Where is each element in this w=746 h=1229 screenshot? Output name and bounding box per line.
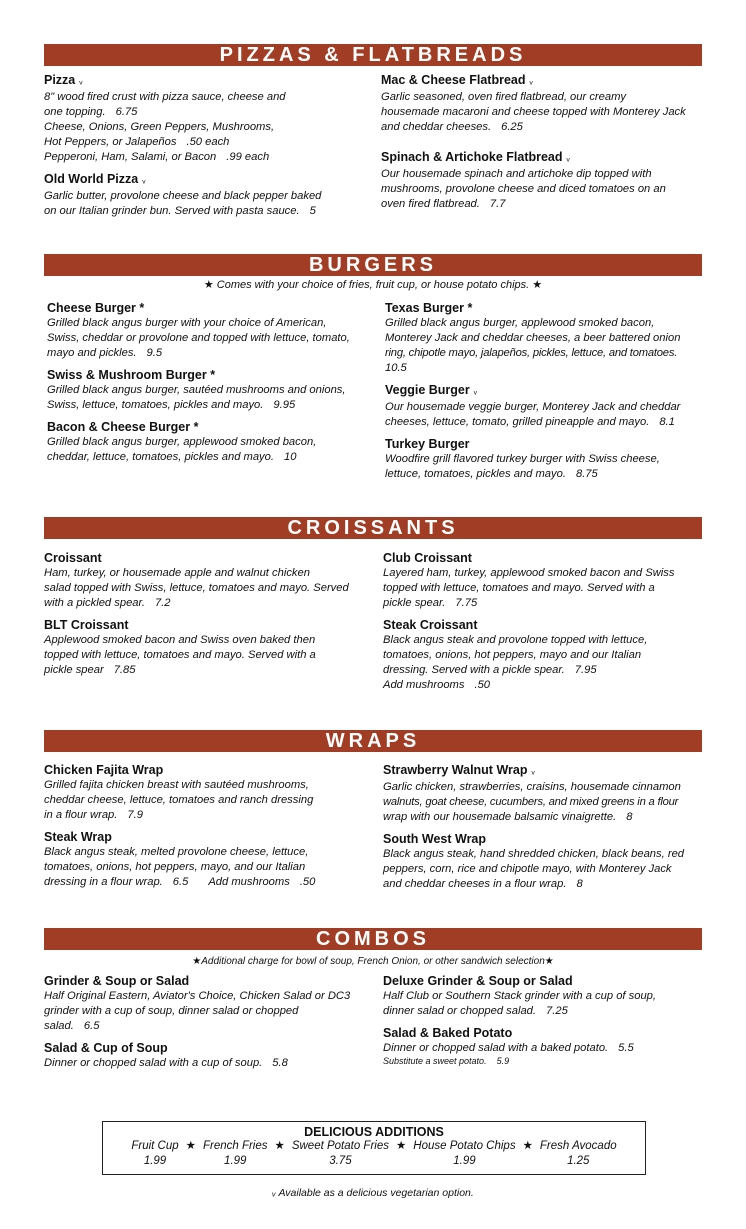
item-desc-line: Substitute a sweet potato. <box>383 1056 487 1066</box>
item-desc-line: topped with lettuce, tomatoes and mayo. Served with a <box>383 582 655 594</box>
vegetarian-icon: ᵥ <box>529 76 533 87</box>
item-desc-line: Grilled black angus burger, sautéed mushrooms and onions, <box>47 384 346 396</box>
item-name: BLT Croissant <box>44 618 129 632</box>
item-name: Chicken Fajita Wrap <box>44 763 164 777</box>
croissants-left-column <box>44 550 374 684</box>
section-title-pizzas: PIZZAS & FLATBREADS <box>44 44 702 66</box>
addition-fruit-cup <box>126 1139 183 1169</box>
item-desc-line: housemade macaroni and cheese topped with Monterey Jack <box>381 106 686 118</box>
item-price: 8.1 <box>659 416 675 428</box>
item-desc-line: Dinner or chopped salad with a baked potato. <box>383 1042 609 1054</box>
menu-item-salad-baked-potato <box>383 1025 703 1067</box>
menu-item-cheese-burger <box>47 300 377 361</box>
addition-price: 3.75 <box>329 1155 352 1167</box>
item-desc-line: Swiss, lettuce, tomatoes, pickles and mayo. <box>47 399 264 411</box>
item-desc-line: Our housemade spinach and artichoke dip topped with <box>381 168 652 180</box>
menu-item-steak-croissant <box>383 617 703 693</box>
menu-item-salad-cup-of-soup <box>44 1040 374 1071</box>
addition-name: Fresh Avocado <box>539 1140 617 1152</box>
menu-item-club-croissant <box>383 550 703 611</box>
item-desc-line: one topping. <box>44 106 106 118</box>
star-icon: ★ <box>185 1140 196 1152</box>
item-price: 10.5 <box>385 362 407 374</box>
item-desc-line: tomatoes, onions, hot peppers, mayo and our Italian <box>383 649 642 661</box>
item-price: 6.5 <box>172 876 189 888</box>
menu-item-deluxe-grinder-soup-salad <box>383 973 703 1019</box>
section-title-burgers: BURGERS <box>44 254 702 276</box>
item-name: Salad & Baked Potato <box>383 1026 513 1040</box>
item-name: Steak Croissant <box>383 618 478 632</box>
item-desc-line: mushrooms, provolone cheese and diced tomatoes on an <box>381 183 666 195</box>
item-price: 8 <box>626 811 633 823</box>
menu-item-texas-burger <box>385 300 703 376</box>
item-name: South West Wrap <box>383 832 487 846</box>
item-desc-line: tomatoes, onions, hot peppers, mayo, and our Italian <box>44 861 306 873</box>
combos-note: ★Additional charge for bowl of soup, French Onion, or other sandwich selection★ <box>192 956 554 967</box>
item-price: 7.25 <box>546 1005 568 1017</box>
item-desc-line: Half Original Eastern, Aviator's Choice, Chicken Salad or DC3 <box>44 990 351 1002</box>
additions-box <box>102 1121 646 1175</box>
menu-item-old-world-pizza <box>44 171 364 219</box>
item-desc-line: Cheese, Onions, Green Peppers, Mushrooms, <box>44 121 275 133</box>
burgers-note: ★ Comes with your choice of fries, fruit cup, or house potato chips. ★ <box>203 279 543 291</box>
item-desc-line: topped with lettuce, tomatoes and mayo. Served with a <box>44 649 316 661</box>
item-desc-line: Hot Peppers, or Jalapeños <box>44 136 177 148</box>
item-price: .50 <box>474 679 491 691</box>
item-desc-line: Woodfire grill flavored turkey burger with Swiss cheese, <box>385 453 660 465</box>
menu-item-chicken-fajita-wrap <box>44 762 374 823</box>
item-desc-line: Swiss, cheddar or provolone and topped with lettuce, tomato, <box>47 332 350 344</box>
menu-item-swiss-mushroom-burger <box>47 367 377 413</box>
item-desc-line: walnuts, goat cheese, cucumbers, and mixed greens in a flour <box>383 796 679 808</box>
menu-item-spinach-artichoke-flatbread <box>381 149 701 212</box>
item-desc-line: and cheddar cheeses. <box>381 121 492 133</box>
wraps-left-column <box>44 762 374 896</box>
addition-name: French Fries <box>202 1140 268 1152</box>
item-name: Spinach & Artichoke Flatbread <box>381 150 563 164</box>
addition-price: 1.99 <box>224 1155 247 1167</box>
item-desc-line: dressing. Served with a pickle spear. <box>383 664 565 676</box>
item-name: Texas Burger * <box>385 301 473 315</box>
item-desc-line: Black angus steak, melted provolone cheese, lettuce, <box>44 846 309 858</box>
item-desc-line: Ham, turkey, or housemade apple and walnut chicken <box>44 567 310 579</box>
item-price: .99 each <box>226 151 270 163</box>
star-icon: ★ <box>522 1140 533 1152</box>
star-icon: ★ <box>274 1140 285 1152</box>
menu-item-croissant <box>44 550 374 611</box>
item-desc-line: wrap with our housemade balsamic vinaigrette. <box>383 811 617 823</box>
item-desc-line: with a pickled spear. <box>44 597 145 609</box>
item-price: 7.95 <box>574 664 597 676</box>
item-desc-line: Grilled black angus burger with your choice of American, <box>47 317 327 329</box>
item-desc-line: Monterey Jack and cheddar cheeses, a beer battered onion <box>385 332 681 344</box>
croissants-right-column <box>383 550 703 699</box>
item-price: 5 <box>309 205 316 217</box>
item-desc-line: Dinner or chopped salad with a cup of soup. <box>44 1057 263 1069</box>
menu-item-blt-croissant <box>44 617 374 678</box>
item-name: Grinder & Soup or Salad <box>44 974 190 988</box>
addition-price: 1.99 <box>453 1155 476 1167</box>
vegetarian-icon: ᵥ <box>531 766 535 777</box>
addition-sweet-potato-fries <box>287 1139 394 1169</box>
combos-right-column <box>383 973 703 1073</box>
vegetarian-footnote: ᵥ Available as a delicious vegetarian option. <box>272 1187 474 1199</box>
item-name: Mac & Cheese Flatbread <box>381 73 526 87</box>
burgers-right-column <box>385 300 703 488</box>
addition-fresh-avocado <box>535 1139 622 1169</box>
item-name: Pizza <box>44 73 76 87</box>
item-price: 9.5 <box>146 347 163 359</box>
item-desc-line: pickle spear. <box>383 597 446 609</box>
item-desc-line: Garlic butter, provolone cheese and black pepper baked <box>44 190 322 202</box>
section-title-combos: COMBOS <box>44 928 702 950</box>
item-price: 7.75 <box>455 597 478 609</box>
item-price: 8.75 <box>575 468 598 480</box>
item-desc-line: mayo and pickles. <box>47 347 137 359</box>
item-desc-line: Applewood smoked bacon and Swiss oven baked then <box>44 634 316 646</box>
menu-item-strawberry-walnut-wrap <box>383 762 703 825</box>
item-desc-line: Pepperoni, Ham, Salami, or Bacon <box>44 151 217 163</box>
menu-item-veggie-burger <box>385 382 703 430</box>
item-price: 6.5 <box>83 1020 100 1032</box>
item-desc-line: cheeses, lettuce, tomato, grilled pineapple and mayo. <box>385 416 650 428</box>
item-name: Deluxe Grinder & Soup or Salad <box>383 974 573 988</box>
addition-price: 1.25 <box>567 1155 590 1167</box>
item-name: Veggie Burger <box>385 383 470 397</box>
item-desc-line: lettuce, tomatoes, pickles and mayo. <box>385 468 566 480</box>
item-desc-line: peppers, corn, rice and chipotle mayo, with Monterey Jack <box>383 863 672 875</box>
item-price: 5.8 <box>272 1057 288 1069</box>
wraps-right-column <box>383 762 703 898</box>
item-name: Cheese Burger * <box>47 301 145 315</box>
item-desc-line: oven fired flatbread. <box>381 198 480 210</box>
item-price: 5.9 <box>496 1056 510 1066</box>
item-desc-line: Black angus steak, hand shredded chicken, black beans, red <box>383 848 685 860</box>
item-desc-line: Add mushrooms <box>208 876 290 888</box>
item-desc-line: 8" wood fired crust with pizza sauce, cheese and <box>44 91 286 103</box>
item-name: Strawberry Walnut Wrap <box>383 763 528 777</box>
item-name: Old World Pizza <box>44 172 139 186</box>
item-desc-line: Garlic seasoned, oven fired flatbread, our creamy <box>381 91 627 103</box>
addition-name: Fruit Cup <box>131 1140 179 1152</box>
item-price: 6.75 <box>115 106 138 118</box>
menu-item-grinder-soup-salad <box>44 973 374 1034</box>
section-title-wraps: WRAPS <box>44 730 702 752</box>
item-desc-line: salad topped with Swiss, lettuce, tomatoes and mayo. Served <box>44 582 349 594</box>
menu-item-turkey-burger <box>385 436 703 482</box>
item-desc-line: cheddar, lettuce, tomatoes, pickles and mayo. <box>47 451 274 463</box>
menu-item-steak-wrap <box>44 829 374 890</box>
item-price: 6.25 <box>501 121 523 133</box>
item-desc-line: dressing in a flour wrap. <box>44 876 163 888</box>
item-name: Croissant <box>44 551 102 565</box>
item-name: Steak Wrap <box>44 830 112 844</box>
item-desc-line: grinder with a cup of soup, dinner salad or chopped <box>44 1005 299 1017</box>
vegetarian-icon: ᵥ <box>473 386 477 397</box>
item-desc-line: Half Club or Southern Stack grinder with a cup of soup, <box>383 990 656 1002</box>
menu-item-bacon-cheese-burger <box>47 419 377 465</box>
item-desc-line: Add mushrooms <box>383 679 465 691</box>
item-desc-line: in a flour wrap. <box>44 809 118 821</box>
item-price: 7.2 <box>154 597 171 609</box>
item-price: .50 <box>299 876 316 888</box>
item-name: Club Croissant <box>383 551 472 565</box>
item-price: 9.95 <box>273 399 296 411</box>
item-desc-line: cheddar cheese, lettuce, tomatoes and ranch dressing <box>44 794 314 806</box>
item-price: 7.9 <box>127 809 143 821</box>
item-name: Salad & Cup of Soup <box>44 1041 168 1055</box>
addition-french-fries <box>198 1139 273 1169</box>
item-desc-line: pickle spear <box>44 664 104 676</box>
menu-item-mac-cheese-flatbread <box>381 72 701 135</box>
combos-left-column <box>44 973 374 1077</box>
item-price: 7.85 <box>113 664 136 676</box>
menu-item-south-west-wrap <box>383 831 703 892</box>
item-desc-line: Layered ham, turkey, applewood smoked bacon and Swiss <box>383 567 675 579</box>
item-desc-line: Our housemade veggie burger, Monterey Jack and cheddar <box>385 401 681 413</box>
item-desc-line: Black angus steak and provolone topped with lettuce, <box>383 634 648 646</box>
addition-house-potato-chips <box>408 1139 520 1169</box>
item-desc-line: dinner salad or chopped salad. <box>383 1005 537 1017</box>
vegetarian-icon: ᵥ <box>566 153 570 164</box>
item-price: 10 <box>283 451 297 463</box>
vegetarian-icon: ᵥ <box>142 175 146 186</box>
item-desc-line: ring, chipotle mayo, jalapeños, pickles, lettuce, and tomatoes. <box>385 347 678 359</box>
item-price: 5.5 <box>618 1042 634 1054</box>
item-name: Turkey Burger <box>385 437 470 451</box>
pizzas-left-column <box>44 72 364 225</box>
pizzas-right-column <box>381 72 701 218</box>
item-name: Bacon & Cheese Burger * <box>47 420 199 434</box>
menu-item-pizza <box>44 72 364 165</box>
burgers-left-column <box>47 300 377 471</box>
item-desc-line: Grilled fajita chicken breast with sautéed mushrooms, <box>44 779 309 791</box>
section-title-croissants: CROISSANTS <box>44 517 702 539</box>
star-icon: ★ <box>395 1140 407 1152</box>
item-name: Swiss & Mushroom Burger * <box>47 368 216 382</box>
item-desc-line: on our Italian grinder bun. Served with pasta sauce. <box>44 205 300 217</box>
item-desc-line: Grilled black angus burger, applewood smoked bacon, <box>47 436 317 448</box>
item-desc-line: Garlic chicken, strawberries, craisins, housemade cinnamon <box>383 781 681 793</box>
item-price: 8 <box>576 878 583 890</box>
addition-name: Sweet Potato Fries <box>291 1140 389 1152</box>
item-desc-line: Grilled black angus burger, applewood smoked bacon, <box>385 317 655 329</box>
item-desc-line: salad. <box>44 1020 74 1032</box>
item-price: 7.7 <box>489 198 506 210</box>
additions-title: DELICIOUS ADDITIONS <box>304 1125 444 1139</box>
item-price: .50 each <box>186 136 230 148</box>
addition-price: 1.99 <box>143 1155 167 1167</box>
additions-row <box>103 1139 645 1169</box>
item-desc-line: and cheddar cheeses in a flour wrap. <box>383 878 567 890</box>
addition-name: House Potato Chips <box>413 1140 516 1152</box>
vegetarian-icon: ᵥ <box>79 76 83 87</box>
